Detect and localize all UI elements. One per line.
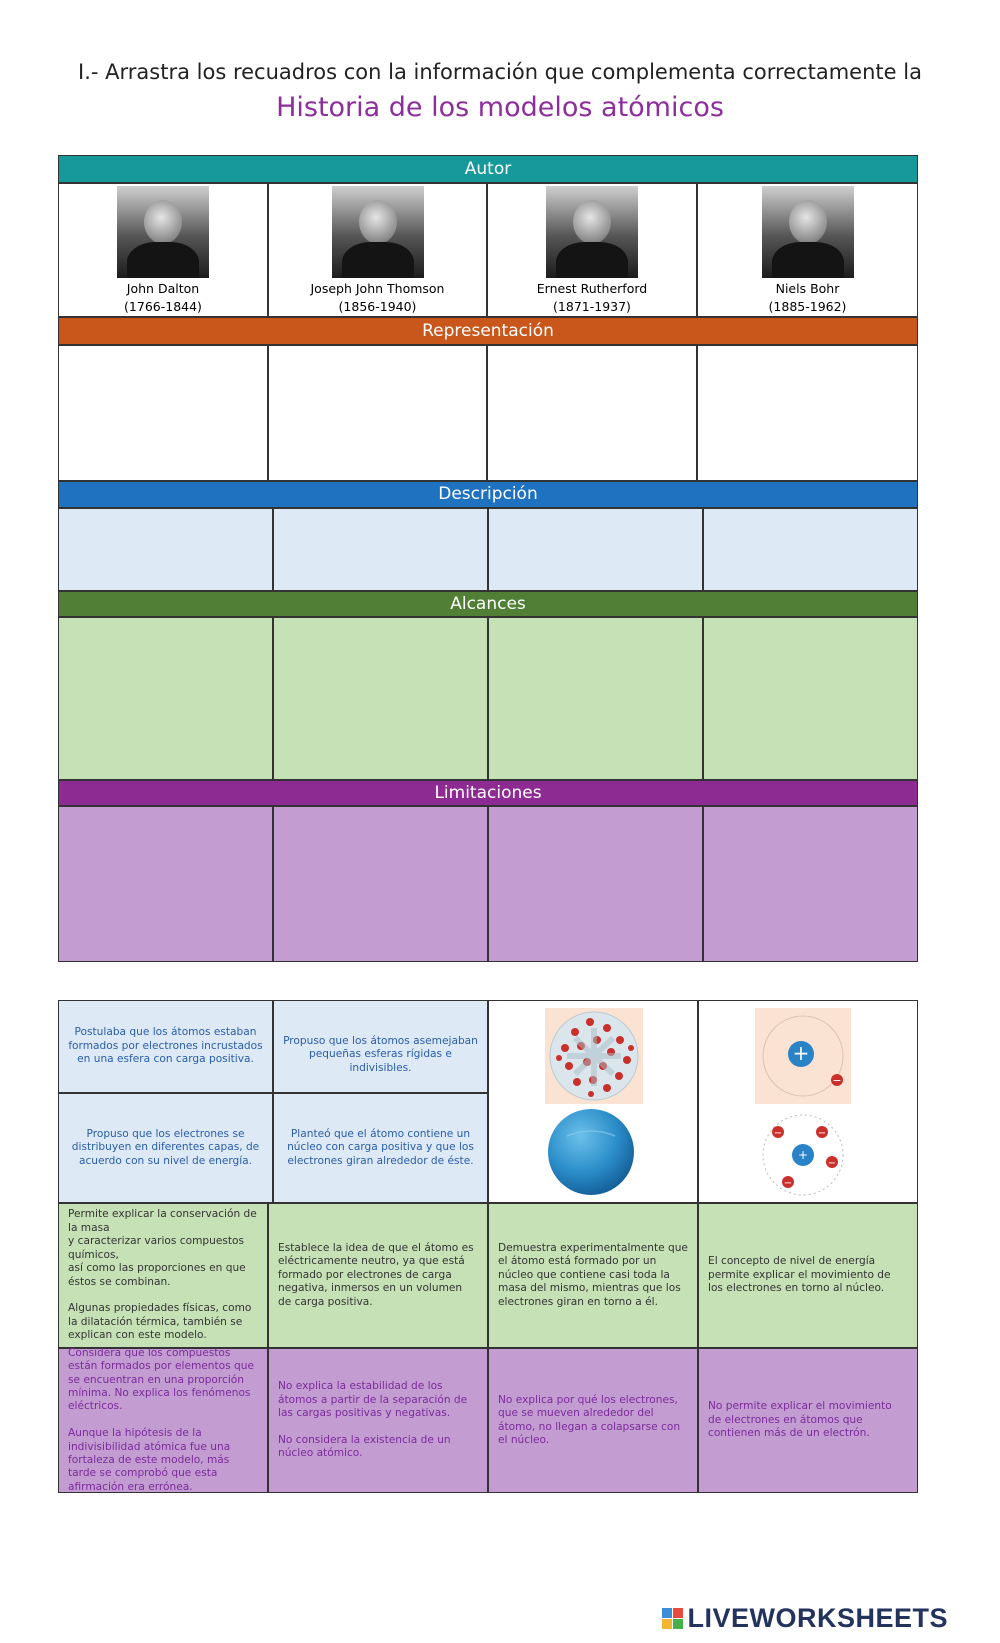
header-limitaciones: Limitaciones <box>58 780 918 806</box>
drop-zone-representacion-2[interactable] <box>268 345 487 481</box>
logo-text: LIVEWORKSHEETS <box>687 1603 948 1633</box>
drag-card-limitaciones-rutherford[interactable] <box>488 1348 698 1493</box>
logo-icon <box>662 1608 684 1630</box>
portrait-thomson <box>332 186 424 278</box>
card-text: Planteó que el átomo contiene un núcleo con carga positiva y que los electrones giran alrededor de éste. <box>287 1127 474 1167</box>
header-autor: Autor <box>58 155 918 183</box>
minus-sign: − <box>827 1158 837 1169</box>
drop-zone-descripcion-4[interactable] <box>703 508 918 591</box>
author-cell-dalton <box>58 183 268 317</box>
card-text: Propuso que los átomos asemejaban pequeñas esferas rígidas e indivisibles. <box>283 1035 478 1074</box>
author-years: (1871-1937) <box>553 299 631 314</box>
page-title: Historia de los modelos atómicos <box>276 92 724 123</box>
portrait-bohr <box>762 186 854 278</box>
plus-sign: + <box>797 1148 809 1162</box>
author-years: (1766-1844) <box>124 299 202 314</box>
drop-zone-limitaciones-4[interactable] <box>703 806 918 962</box>
drop-zone-limitaciones-3[interactable] <box>488 806 703 962</box>
header-descripcion: Descripción <box>58 481 918 508</box>
card-text: No explica por qué los electrones, que se mueven alrededor del átomo, no llegan a colapsarse con el núcleo. <box>498 1393 681 1446</box>
drop-zone-alcances-1[interactable] <box>58 617 273 780</box>
card-text: Demuestra experimentalmente que el átomo está formado por un núcleo que contiene casi toda la masa del mismo, mientras que los electrones giran en torno a él. <box>498 1241 688 1308</box>
author-cell-rutherford <box>487 183 697 317</box>
card-text: El concepto de nivel de energía permite explicar el movimiento de los electrones en torno al núcleo. <box>708 1255 891 1295</box>
drop-zone-representacion-3[interactable] <box>487 345 697 481</box>
drag-card-thomson-model-image[interactable] <box>545 1008 643 1104</box>
minus-sign: − <box>773 1128 783 1139</box>
portrait-rutherford <box>546 186 638 278</box>
author-years: (1885-1962) <box>768 299 847 314</box>
drag-card-dalton-model-image[interactable] <box>545 1106 637 1198</box>
author-name: Ernest Rutherford <box>536 281 648 296</box>
drag-card-rutherford-model-image[interactable] <box>755 1008 851 1104</box>
drop-zone-alcances-3[interactable] <box>488 617 703 780</box>
drop-zone-limitaciones-2[interactable] <box>273 806 488 962</box>
drag-card-alcances-rutherford[interactable] <box>488 1203 698 1348</box>
card-text: Establece la idea de que el átomo es eléctricamente neutro, ya que está formado por electrones de carga negativa, inmersos en un volumen de carga positiva. <box>278 1241 474 1308</box>
plus-sign: + <box>792 1041 810 1065</box>
drop-zone-alcances-4[interactable] <box>703 617 918 780</box>
drop-zone-descripcion-2[interactable] <box>273 508 488 591</box>
drag-card-limitaciones-dalton[interactable] <box>58 1348 268 1493</box>
drop-zone-alcances-2[interactable] <box>273 617 488 780</box>
card-text: Postulaba que los átomos estaban formados por electrones incrustados en una esfera con carga positiva. <box>68 1026 263 1066</box>
drop-zone-limitaciones-1[interactable] <box>58 806 273 962</box>
card-text: No permite explicar el movimiento de electrones en átomos que contienen más de un electrón. <box>708 1400 892 1440</box>
drop-zone-representacion-1[interactable] <box>58 345 268 481</box>
drag-card-bohr-model-image[interactable] <box>758 1110 848 1200</box>
minus-sign: − <box>783 1178 793 1189</box>
drag-card-descripcion-dalton[interactable] <box>273 1000 488 1093</box>
drag-card-descripcion-rutherford[interactable] <box>273 1093 488 1203</box>
drag-card-alcances-thomson[interactable] <box>268 1203 488 1348</box>
minus-sign: − <box>832 1074 842 1087</box>
card-text: Considera que los compuestos están formados por elementos que se encuentran en una proporción mínima. No explica los fenómenos eléctricos. Aunque la hipótesis de la indivisibilidad atómica fue una fortaleza de este modelo, más tarde se comprobó que esta afirmación era errónea. <box>68 1346 254 1493</box>
drop-zone-descripcion-3[interactable] <box>488 508 703 591</box>
author-cell-bohr <box>697 183 918 317</box>
drag-card-limitaciones-bohr[interactable] <box>698 1348 918 1493</box>
liveworksheets-logo <box>662 1603 948 1634</box>
card-text: Permite explicar la conservación de la masa y caracterizar varios compuestos químicos, así como las proporciones en que éstos se combinan. Algunas propiedades físicas, como la dilatación térmica, también se explican con este modelo. <box>68 1208 257 1342</box>
drop-zone-descripcion-1[interactable] <box>58 508 273 591</box>
author-cell-thomson <box>268 183 487 317</box>
header-representacion: Representación <box>58 317 918 345</box>
author-name: John Dalton <box>126 281 200 296</box>
portrait-dalton <box>117 186 209 278</box>
instruction-text: I.- Arrastra los recuadros con la información que complementa correctamente la <box>78 60 922 84</box>
drag-card-descripcion-thomson[interactable] <box>58 1000 273 1093</box>
drag-card-descripcion-bohr[interactable] <box>58 1093 273 1203</box>
drop-zone-representacion-4[interactable] <box>697 345 918 481</box>
minus-sign: − <box>817 1128 827 1139</box>
card-text: Propuso que los electrones se distribuyen en diferentes capas, de acuerdo con su nivel de energía. <box>71 1127 260 1167</box>
card-text: No explica la estabilidad de los átomos a partir de la separación de las cargas positivas y negativas. No considera la existencia de un núcleo atómico. <box>278 1380 468 1460</box>
author-name: Joseph John Thomson <box>310 281 445 296</box>
author-name: Niels Bohr <box>775 281 840 296</box>
author-years: (1856-1940) <box>338 299 417 314</box>
drag-card-alcances-dalton[interactable] <box>58 1203 268 1348</box>
drag-card-alcances-bohr[interactable] <box>698 1203 918 1348</box>
header-alcances: Alcances <box>58 591 918 617</box>
drag-card-limitaciones-thomson[interactable] <box>268 1348 488 1493</box>
